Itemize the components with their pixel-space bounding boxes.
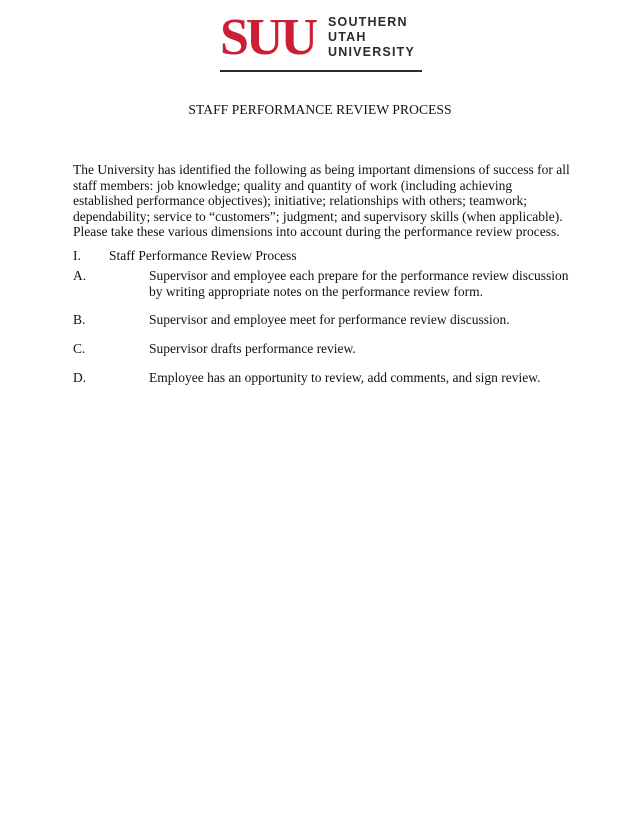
university-logo [220,9,422,72]
item-letter: A. [73,268,87,283]
intro-paragraph: The University has identified the following as being important dimensions of success for all staff members: job knowledge; quality and quantity of work (including achieving established performance objectives); initiative; relationships with others; teamwork; dependability; service to “customers”; judgment; and supervisory skills (when applicable). Please take these various dimensions into account during the performance review process. [73,162,570,239]
section-number: I. [73,248,81,263]
item-text: Supervisor and employee each prepare for the performance review discussion by writing appropriate notes on the performance review form. [149,268,569,299]
logo-line-1: SOUTHERN [328,15,408,29]
section-title: Staff Performance Review Process [109,248,297,263]
logo-wordmark [328,15,415,60]
logo-underline [220,70,422,72]
item-letter: C. [73,341,86,356]
logo-line-3: UNIVERSITY [328,45,416,59]
item-letter: B. [73,312,86,327]
item-letter: D. [73,370,87,385]
logo-line-2: UTAH [328,30,367,44]
item-text: Employee has an opportunity to review, add comments, and sign review. [149,370,541,385]
item-text: Supervisor drafts performance review. [149,341,356,356]
page-title: STAFF PERFORMANCE REVIEW PROCESS [188,102,452,117]
logo-mark: SUU [220,9,316,66]
item-text: Supervisor and employee meet for performance review discussion. [149,312,510,327]
